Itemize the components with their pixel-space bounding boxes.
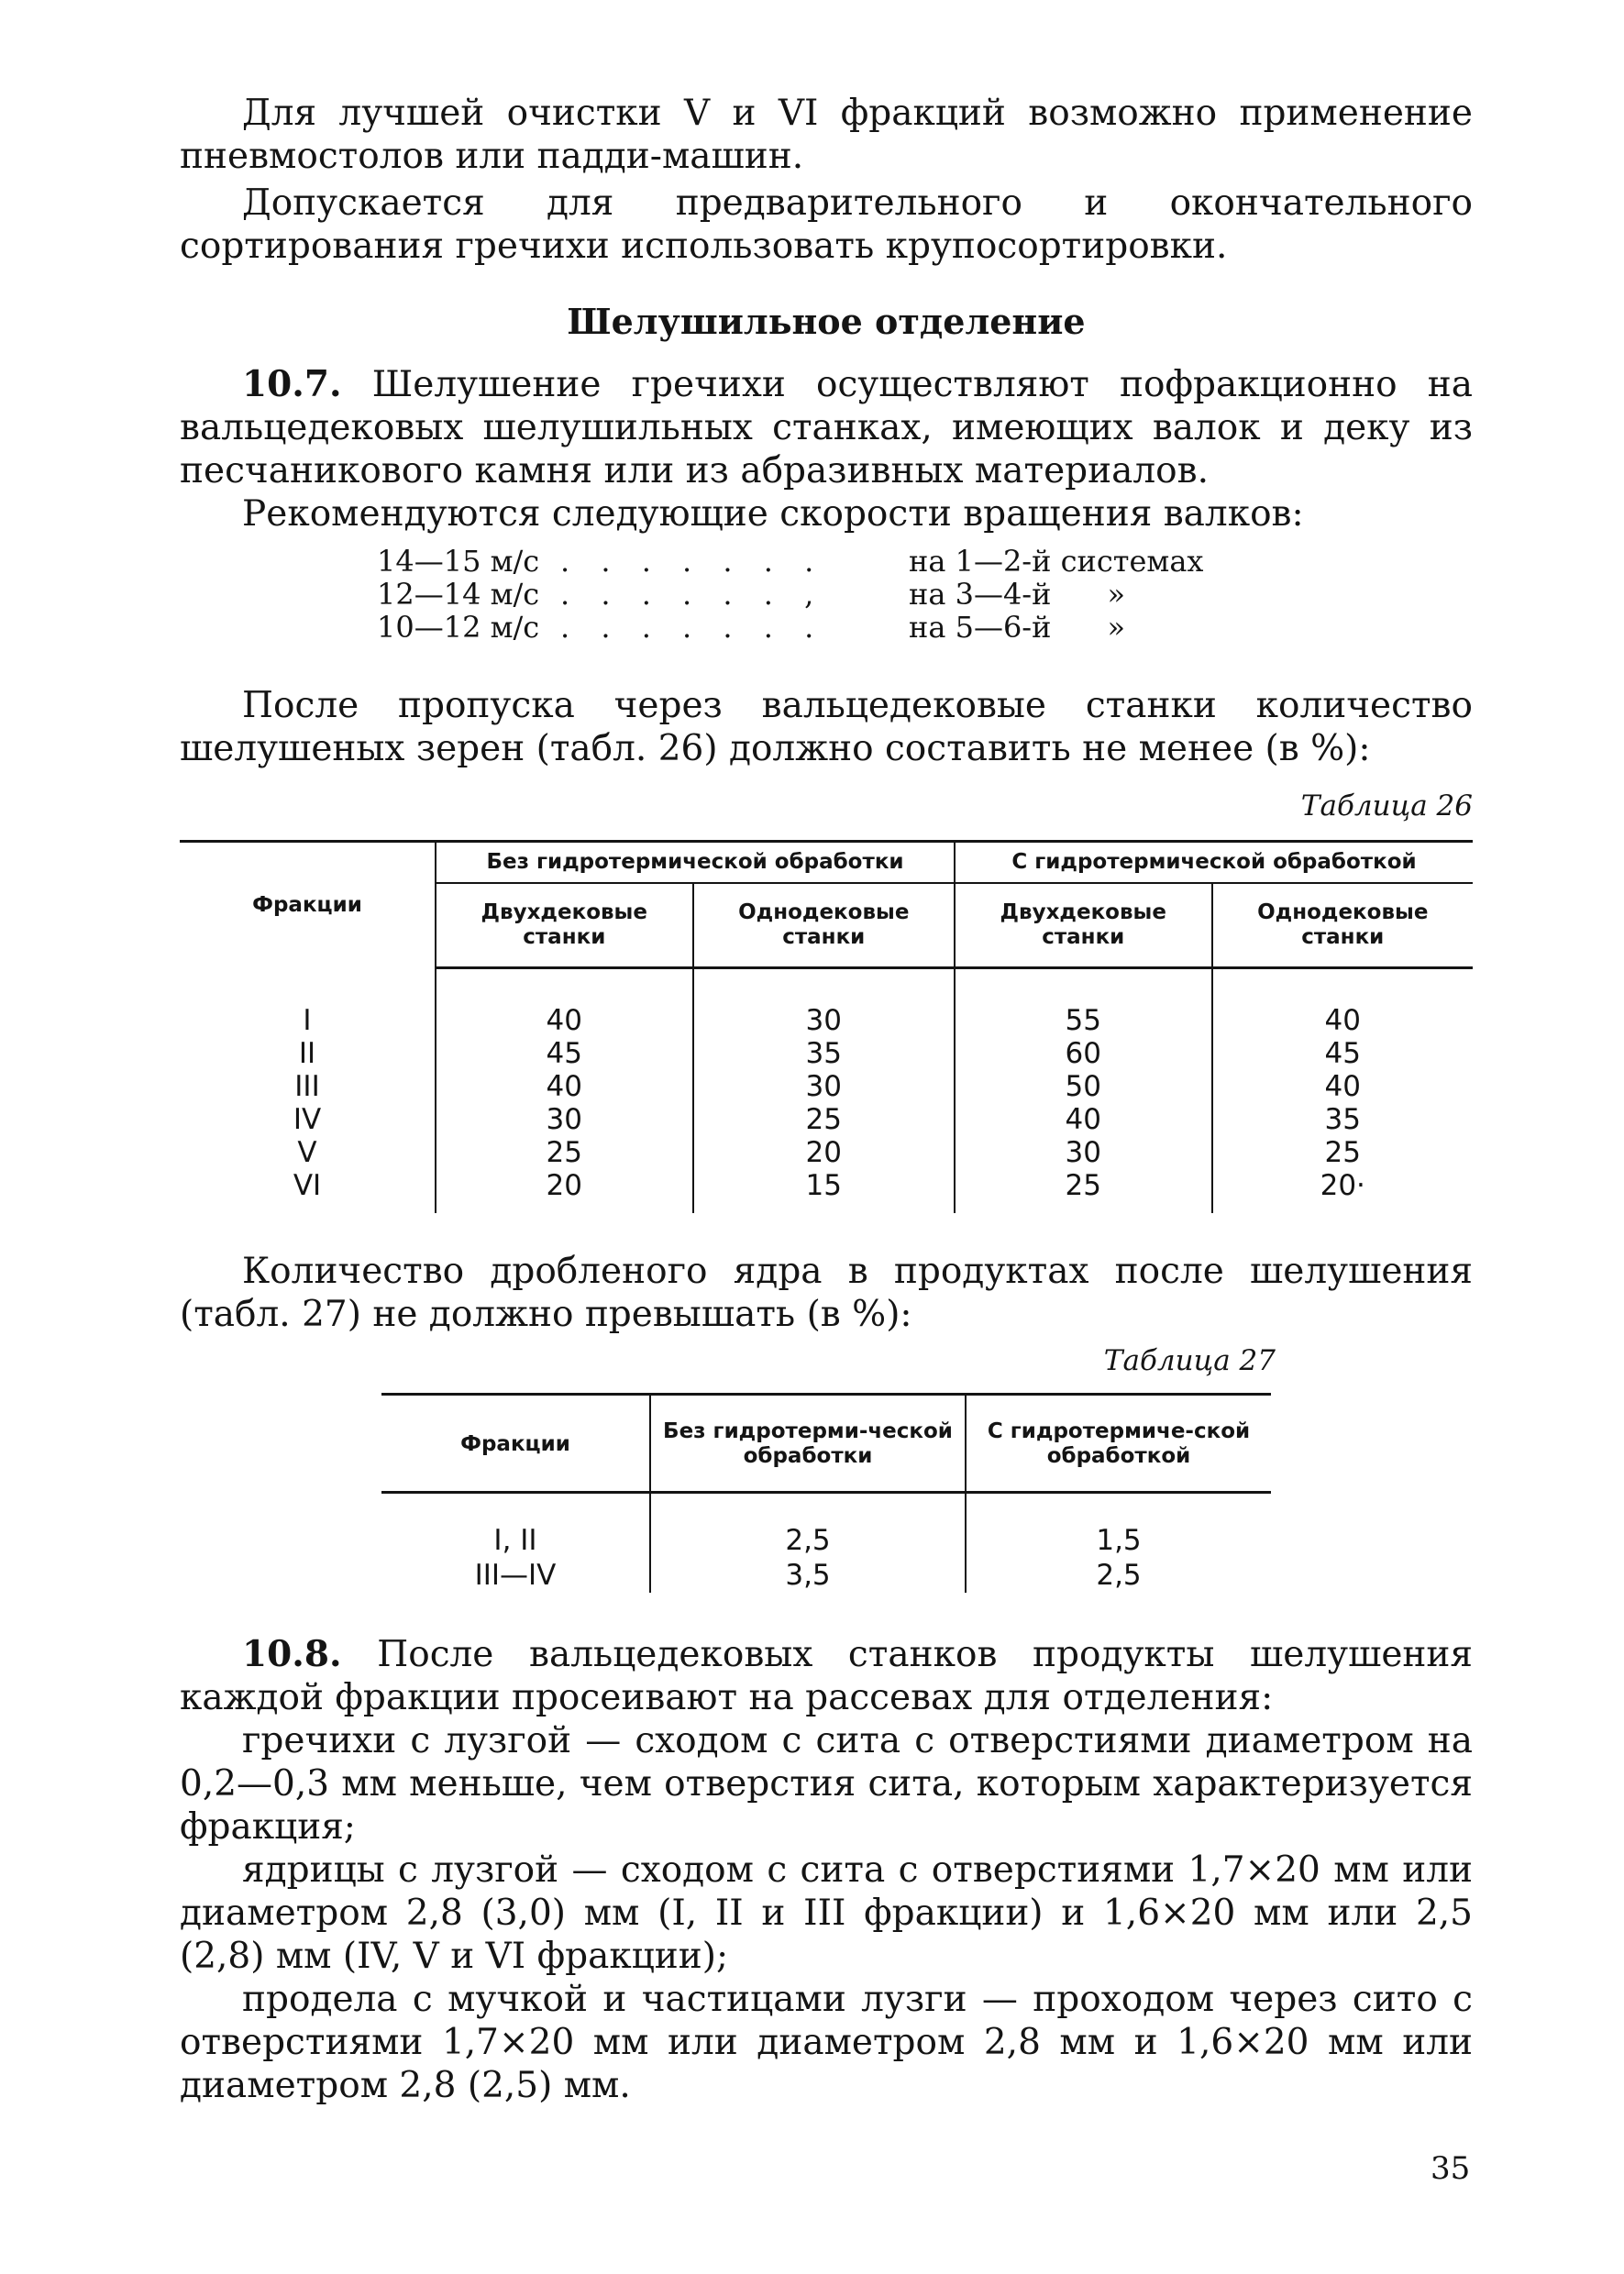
- intro-paragraph-2: Допускается для предварительного и окончательного сортирования гречихи использовать крупосортировки.: [180, 182, 1473, 267]
- cell-fraction: VI: [293, 1169, 322, 1202]
- crushed-kernel-paragraph: Количество дробленого ядра в продуктах после шелушения (табл. 27) не должно превышать (в %):: [180, 1251, 1473, 1335]
- clause-10-7: [180, 363, 1473, 492]
- cell-value: 35: [1212, 1103, 1474, 1136]
- speed-value: 14—15 м/с: [377, 544, 540, 579]
- table-row: [381, 1523, 1271, 1558]
- table-27: [381, 1393, 1271, 1593]
- intro-paragraph-1: Для лучшей очистки V и VI фракций возможно применение пневмостолов или падди-машин.: [180, 93, 1473, 177]
- speed-list: [377, 545, 1473, 644]
- cell-value: 15: [693, 1169, 955, 1213]
- cell-value: 2,5: [966, 1558, 1271, 1593]
- table-27-caption: Таблица 27: [1103, 1344, 1276, 1377]
- speed-system: на 3—4-й »: [909, 577, 1126, 612]
- cell-value: 30: [955, 1136, 1212, 1169]
- speed-value: 10—12 м/с: [377, 610, 540, 645]
- speed-system: на 1—2-й системах: [909, 544, 1204, 579]
- cell-value: 30: [436, 1103, 693, 1136]
- table-row: [180, 1103, 1473, 1136]
- col-fraction-header: Фракции: [252, 892, 362, 917]
- cell-value: 40: [436, 1070, 693, 1103]
- clause-number: 10.8.: [242, 1633, 342, 1675]
- cell-value: 45: [436, 1037, 693, 1070]
- cell-value: 25: [693, 1103, 955, 1136]
- cell-value: 20: [436, 1169, 693, 1213]
- cell-fraction: III: [294, 1070, 320, 1103]
- speed-row: [377, 578, 1473, 611]
- subheader-single-deck: Однодековые станки: [693, 883, 955, 968]
- cell-value: 45: [1212, 1037, 1474, 1070]
- subheader-single-deck: Однодековые станки: [1212, 883, 1474, 968]
- sieve-item-1: гречихи с лузгой — сходом с сита с отверстиями диаметром на 0,2—0,3 мм меньше, чем отверстия сита, которым характеризуется фракция;: [180, 1720, 1473, 1848]
- speed-value: 12—14 м/с: [377, 577, 540, 612]
- cell-fraction: III—IV: [474, 1559, 557, 1592]
- cell-fraction: I: [303, 1004, 312, 1037]
- leader-dots: . . . . . . .: [560, 610, 825, 645]
- table-26: [180, 840, 1473, 1213]
- sieve-item-2: ядрицы с лузгой — сходом с сита с отверстиями 1,7×20 мм или диаметром 2,8 (3,0) мм (I, II и III фракции) и 1,6×20 мм или 2,5 (2,8) мм (IV, V и VI фракции);: [180, 1849, 1473, 1977]
- sieve-item-3: продела с мучкой и частицами лузги — проходом через сито с отверстиями 1,7×20 мм или диаметром 2,8 мм и 1,6×20 мм или диаметром 2,8 (2,5) мм.: [180, 1979, 1473, 2106]
- speeds-intro: Рекомендуются следующие скорости вращения валков:: [242, 493, 1304, 535]
- clause-text: Шелушение гречихи осуществляют пофракционно на вальцедековых шелушильных станках, имеющих валок и деку из песчаникового камня или из абразивных материалов.: [180, 364, 1473, 491]
- cell-value: 30: [693, 1070, 955, 1103]
- cell-fraction: IV: [293, 1103, 322, 1136]
- page-body: [180, 92, 1473, 2107]
- cell-value: 3,5: [650, 1558, 966, 1593]
- table-header-row: [180, 842, 1473, 884]
- cell-value: 35: [693, 1037, 955, 1070]
- cell-value: 60: [955, 1037, 1212, 1070]
- cell-value: 40: [436, 1004, 693, 1037]
- cell-value: 25: [1212, 1136, 1474, 1169]
- page-number: 35: [1431, 2150, 1471, 2187]
- section-title: Шелушильное отделение: [567, 301, 1086, 342]
- spacer-row: [381, 1493, 1271, 1524]
- clause-10-8: [180, 1633, 1473, 1719]
- cell-value: 40: [1212, 1070, 1474, 1103]
- cell-fraction: II: [298, 1037, 316, 1070]
- cell-value: 20: [693, 1136, 955, 1169]
- col-no-treatment-header: Без гидротерми-ческой обработки: [650, 1395, 966, 1493]
- cell-value: 20·: [1212, 1169, 1474, 1213]
- cell-value: 30: [693, 1004, 955, 1037]
- cell-value: 55: [955, 1004, 1212, 1037]
- cell-value: 25: [955, 1169, 1212, 1213]
- group-header-no-treatment: Без гидротермической обработки: [436, 842, 955, 884]
- table-26-caption: Таблица 26: [1300, 789, 1473, 822]
- cell-value: 40: [955, 1103, 1212, 1136]
- col-treatment-header: С гидротермиче-ской обработкой: [966, 1395, 1271, 1493]
- speed-row: [377, 611, 1473, 644]
- table-row: [180, 1070, 1473, 1103]
- cell-value: 1,5: [966, 1523, 1271, 1558]
- table-row: [381, 1558, 1271, 1593]
- table-row: [180, 1136, 1473, 1169]
- cell-fraction: I, II: [493, 1524, 537, 1557]
- spacer-row: [180, 968, 1473, 1005]
- table-row: [180, 1037, 1473, 1070]
- group-header-treatment: С гидротермической обработкой: [955, 842, 1473, 884]
- cell-value: 50: [955, 1070, 1212, 1103]
- leader-dots: . . . . . . .: [560, 544, 825, 579]
- col-fraction-header: Фракции: [381, 1395, 650, 1493]
- clause-number: 10.7.: [242, 363, 342, 405]
- cell-fraction: V: [297, 1136, 317, 1169]
- cell-value: 40: [1212, 1004, 1474, 1037]
- table-header-row: [381, 1395, 1271, 1493]
- clause-text: После вальцедековых станков продукты шелушения каждой фракции просеивают на рассевах для отделения:: [180, 1634, 1473, 1718]
- after-paragraph: После пропуска через вальцедековые станки количество шелушеных зерен (табл. 26) должно составить не менее (в %):: [180, 685, 1473, 769]
- speed-system: на 5—6-й »: [909, 610, 1126, 645]
- table-row: [180, 1004, 1473, 1037]
- table-row: [180, 1169, 1473, 1213]
- cell-value: 25: [436, 1136, 693, 1169]
- subheader-double-deck: Двухдековые станки: [955, 883, 1212, 968]
- subheader-double-deck: Двухдековые станки: [436, 883, 693, 968]
- cell-value: 2,5: [650, 1523, 966, 1558]
- speed-row: [377, 545, 1473, 578]
- leader-dots: . . . . . . ,: [560, 577, 825, 612]
